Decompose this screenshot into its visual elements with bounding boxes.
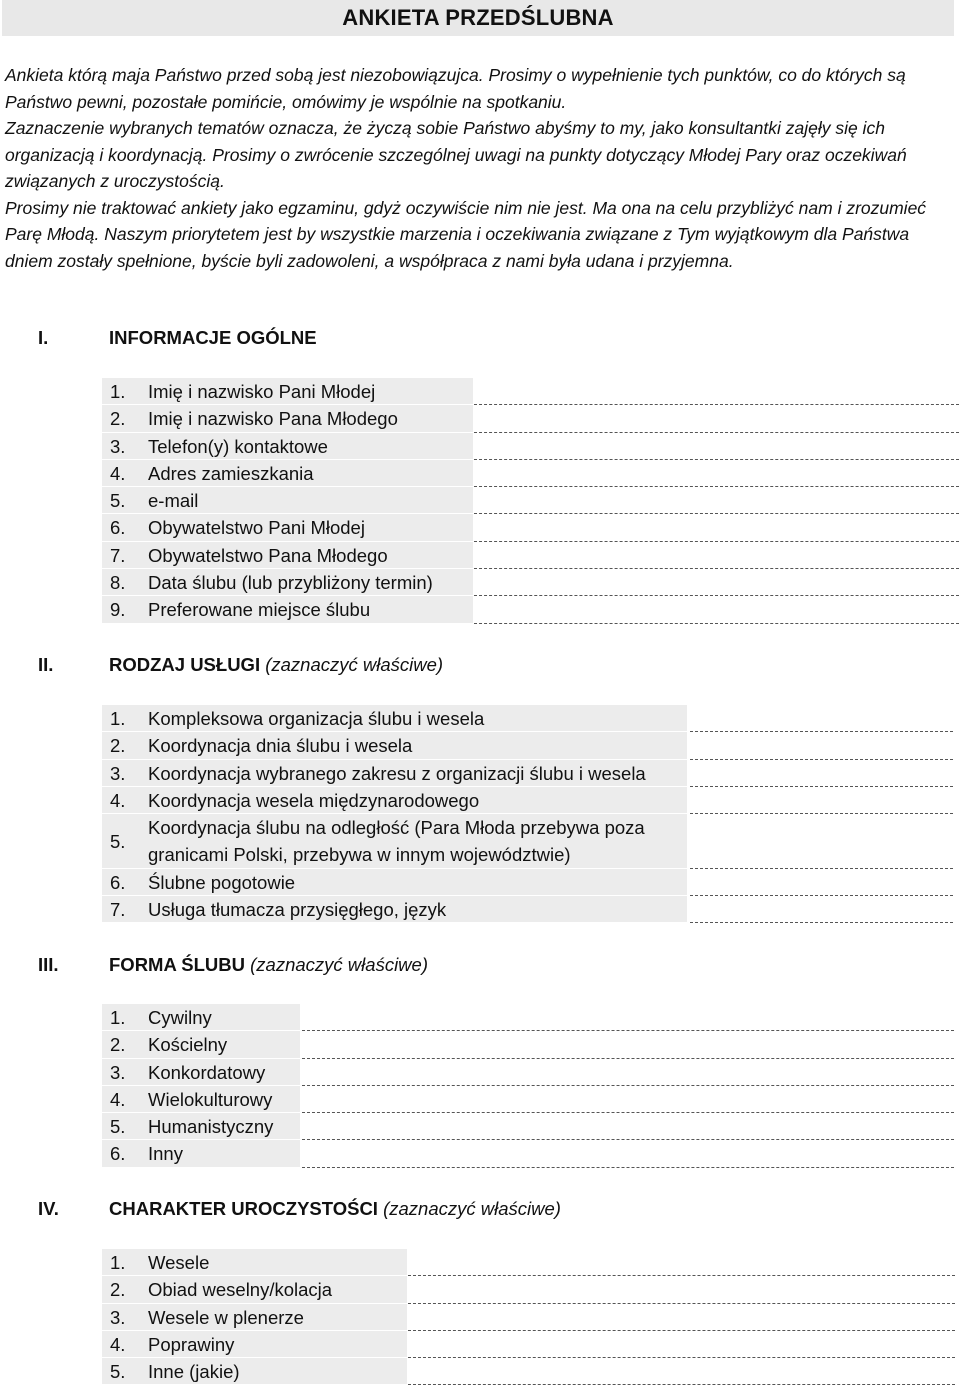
section-heading xyxy=(109,952,428,978)
item-number: 7. xyxy=(110,544,126,566)
item-number: 1. xyxy=(110,1007,126,1028)
item-label xyxy=(148,1086,272,1113)
list-item[interactable] xyxy=(102,514,959,541)
item-label-line: Kościelny xyxy=(148,1034,228,1056)
list-item[interactable] xyxy=(102,542,959,569)
item-number: 4. xyxy=(110,1088,126,1110)
item-label xyxy=(148,1358,240,1385)
item-number: 2. xyxy=(110,408,126,430)
item-number: 3. xyxy=(110,435,126,457)
item-label xyxy=(148,1304,304,1331)
item-label-line: Koordynacja wesela międzynarodowego xyxy=(148,789,480,811)
item-label xyxy=(148,1249,209,1276)
item-number: 1. xyxy=(110,708,126,729)
list-item[interactable] xyxy=(102,460,959,487)
list-item[interactable] xyxy=(102,1031,954,1058)
item-label-line: Inne (jakie) xyxy=(148,1361,240,1383)
item-label-line: Wesele w plenerze xyxy=(148,1306,304,1328)
item-label xyxy=(148,569,433,596)
item-number: 1. xyxy=(110,1252,126,1273)
answer-line[interactable] xyxy=(302,1167,954,1168)
item-label xyxy=(148,1331,234,1358)
item-label xyxy=(148,1140,183,1167)
item-number: 4. xyxy=(110,789,126,811)
item-label xyxy=(148,1031,227,1058)
item-label-line: Ślubne pogotowie xyxy=(148,871,296,893)
list-item[interactable] xyxy=(102,705,953,732)
item-label xyxy=(148,487,198,514)
item-label xyxy=(148,542,388,569)
item-number: 5. xyxy=(110,1361,126,1383)
document-title: ANKIETA PRZEDŚLUBNA xyxy=(2,0,954,36)
section-1-list xyxy=(102,378,959,624)
intro-paragraph-1: Ankieta którą maja Państwo przed sobą jest niezobowiązujca. Prosimy o wypełnienie tych punktów, co do których są Państwo pewni, pozostałe pomińcie, omówimy je wspólnie na spotkaniu. xyxy=(5,65,906,112)
list-item[interactable] xyxy=(102,1059,954,1086)
section-title: CHARAKTER UROCZYSTOŚCI xyxy=(109,1198,378,1219)
list-item[interactable] xyxy=(102,378,959,405)
item-label xyxy=(148,869,295,896)
item-label-line: Obywatelstwo Pani Młodej xyxy=(148,517,365,539)
item-number: 6. xyxy=(110,517,126,539)
item-label xyxy=(148,814,645,869)
item-number: 2. xyxy=(110,1034,126,1056)
item-number: 2. xyxy=(110,1279,126,1301)
section-heading xyxy=(109,652,443,678)
item-label xyxy=(148,1059,265,1086)
item-number: 4. xyxy=(110,462,126,484)
section-3-list xyxy=(102,1004,954,1168)
item-label-line: Koordynacja ślubu na odległość (Para Młoda przebywa poza xyxy=(148,817,645,839)
list-item[interactable] xyxy=(102,1358,955,1385)
item-label-line: Obywatelstwo Pana Młodego xyxy=(148,544,388,566)
item-label xyxy=(148,378,375,405)
item-number: 2. xyxy=(110,735,126,757)
item-label-line: Usługa tłumacza przysięgłego, język xyxy=(148,899,447,921)
section-note: (zaznaczyć właściwe) xyxy=(260,654,444,675)
list-item[interactable] xyxy=(102,814,953,869)
item-number: 8. xyxy=(110,572,126,594)
list-item[interactable] xyxy=(102,1004,954,1031)
list-item[interactable] xyxy=(102,1276,955,1303)
list-item[interactable] xyxy=(102,405,959,432)
section-heading xyxy=(109,1196,561,1222)
item-label-line: Data ślubu (lub przybliżony termin) xyxy=(148,572,433,594)
list-item[interactable] xyxy=(102,760,953,787)
item-label-line: Cywilny xyxy=(148,1007,212,1028)
item-number: 1. xyxy=(110,381,126,402)
item-label xyxy=(148,1004,212,1031)
section-heading xyxy=(109,325,317,351)
section-number: II. xyxy=(38,654,54,675)
item-label-line: Telefon(y) kontaktowe xyxy=(148,435,328,457)
section-note: (zaznaczyć właściwe) xyxy=(377,1198,561,1219)
item-label-line: Koordynacja dnia ślubu i wesela xyxy=(148,735,413,757)
list-item[interactable] xyxy=(102,869,953,896)
item-label xyxy=(148,760,646,787)
item-label-line: Wesele xyxy=(148,1252,210,1273)
item-label xyxy=(148,732,412,759)
item-number: 3. xyxy=(110,1306,126,1328)
item-label xyxy=(148,405,398,432)
section-4-list xyxy=(102,1249,955,1385)
item-label-line: granicami Polski, przebywa w innym województwie) xyxy=(148,844,571,866)
item-label-line: Konkordatowy xyxy=(148,1061,266,1083)
list-item[interactable] xyxy=(102,1113,954,1140)
section-number: III. xyxy=(38,954,59,975)
section-number: IV. xyxy=(38,1198,59,1219)
answer-line[interactable] xyxy=(690,922,953,923)
item-number: 5. xyxy=(110,830,126,852)
answer-line[interactable] xyxy=(474,623,959,624)
item-label-line: e-mail xyxy=(148,490,199,512)
item-label xyxy=(148,787,479,814)
item-label-line: Imię i nazwisko Pani Młodej xyxy=(148,381,376,402)
item-label-line: Obiad weselny/kolacja xyxy=(148,1279,333,1301)
section-note: (zaznaczyć właściwe) xyxy=(245,954,428,975)
item-label-line: Imię i nazwisko Pana Młodego xyxy=(148,408,398,430)
section-title: RODZAJ USŁUGI xyxy=(109,654,261,675)
item-label-line: Poprawiny xyxy=(148,1333,235,1355)
list-item[interactable] xyxy=(102,1140,954,1167)
list-item[interactable] xyxy=(102,433,959,460)
item-number: 6. xyxy=(110,871,126,893)
intro-paragraph-2: Zaznaczenie wybranych tematów oznacza, że życzą sobie Państwo abyśmy to my, jako konsultantki zajęły się ich organizacją i koordynacją. Prosimy o zwrócenie szczególnej uwagi na punkty dotyczący Młodej Pary oraz oczekiwań związanych z uroczystością. xyxy=(5,118,907,191)
item-label-line: Koordynacja wybranego zakresu z organizacji ślubu i wesela xyxy=(148,762,646,784)
section-number: I. xyxy=(38,327,49,348)
item-label xyxy=(148,514,365,541)
item-label xyxy=(148,1113,273,1140)
item-label-line: Inny xyxy=(148,1143,183,1165)
answer-line[interactable] xyxy=(408,1384,955,1385)
item-number: 5. xyxy=(110,490,126,512)
list-item[interactable] xyxy=(102,787,953,814)
intro-text xyxy=(5,62,955,274)
section-2-list xyxy=(102,705,953,923)
item-label-line: Wielokulturowy xyxy=(148,1088,273,1110)
item-number: 6. xyxy=(110,1143,126,1165)
list-item[interactable] xyxy=(102,487,959,514)
item-label-cell xyxy=(102,1140,300,1166)
item-label-line: Kompleksowa organizacja ślubu i wesela xyxy=(148,708,485,729)
list-item[interactable] xyxy=(102,1304,955,1331)
list-item[interactable] xyxy=(102,1331,955,1358)
list-item[interactable] xyxy=(102,569,959,596)
item-label xyxy=(148,1276,332,1303)
intro-paragraph-3: Prosimy nie traktować ankiety jako egzaminu, gdyż oczywiście nim nie jest. Ma ona na celu przybliżyć nam i zrozumieć Parę Młodą. Naszym priorytetem jest by wszystkie marzenia i oczekiwania związane z Tym wyjątkowym dla Państwa dniem zostały spełnione, byście byli zadowoleni, a współpraca z nami była udana i przyjemna. xyxy=(5,197,927,271)
item-number: 9. xyxy=(110,599,126,621)
item-label xyxy=(148,705,484,732)
item-number: 4. xyxy=(110,1333,126,1355)
list-item[interactable] xyxy=(102,596,959,623)
section-title: FORMA ŚLUBU xyxy=(109,954,245,975)
item-label xyxy=(148,460,314,487)
item-label-line: Humanistyczny xyxy=(148,1116,274,1138)
item-number: 5. xyxy=(110,1116,126,1138)
list-item[interactable] xyxy=(102,1249,955,1276)
item-number: 3. xyxy=(110,1061,126,1083)
list-item[interactable] xyxy=(102,1086,954,1113)
item-label-line: Adres zamieszkania xyxy=(148,462,314,484)
section-title: INFORMACJE OGÓLNE xyxy=(109,327,317,348)
list-item[interactable] xyxy=(102,732,953,759)
item-label-line: Preferowane miejsce ślubu xyxy=(148,599,371,621)
item-number: 3. xyxy=(110,762,126,784)
item-label xyxy=(148,596,370,623)
item-number: 7. xyxy=(110,899,126,921)
list-item[interactable] xyxy=(102,896,953,923)
item-label xyxy=(148,433,328,460)
item-label xyxy=(148,896,446,923)
